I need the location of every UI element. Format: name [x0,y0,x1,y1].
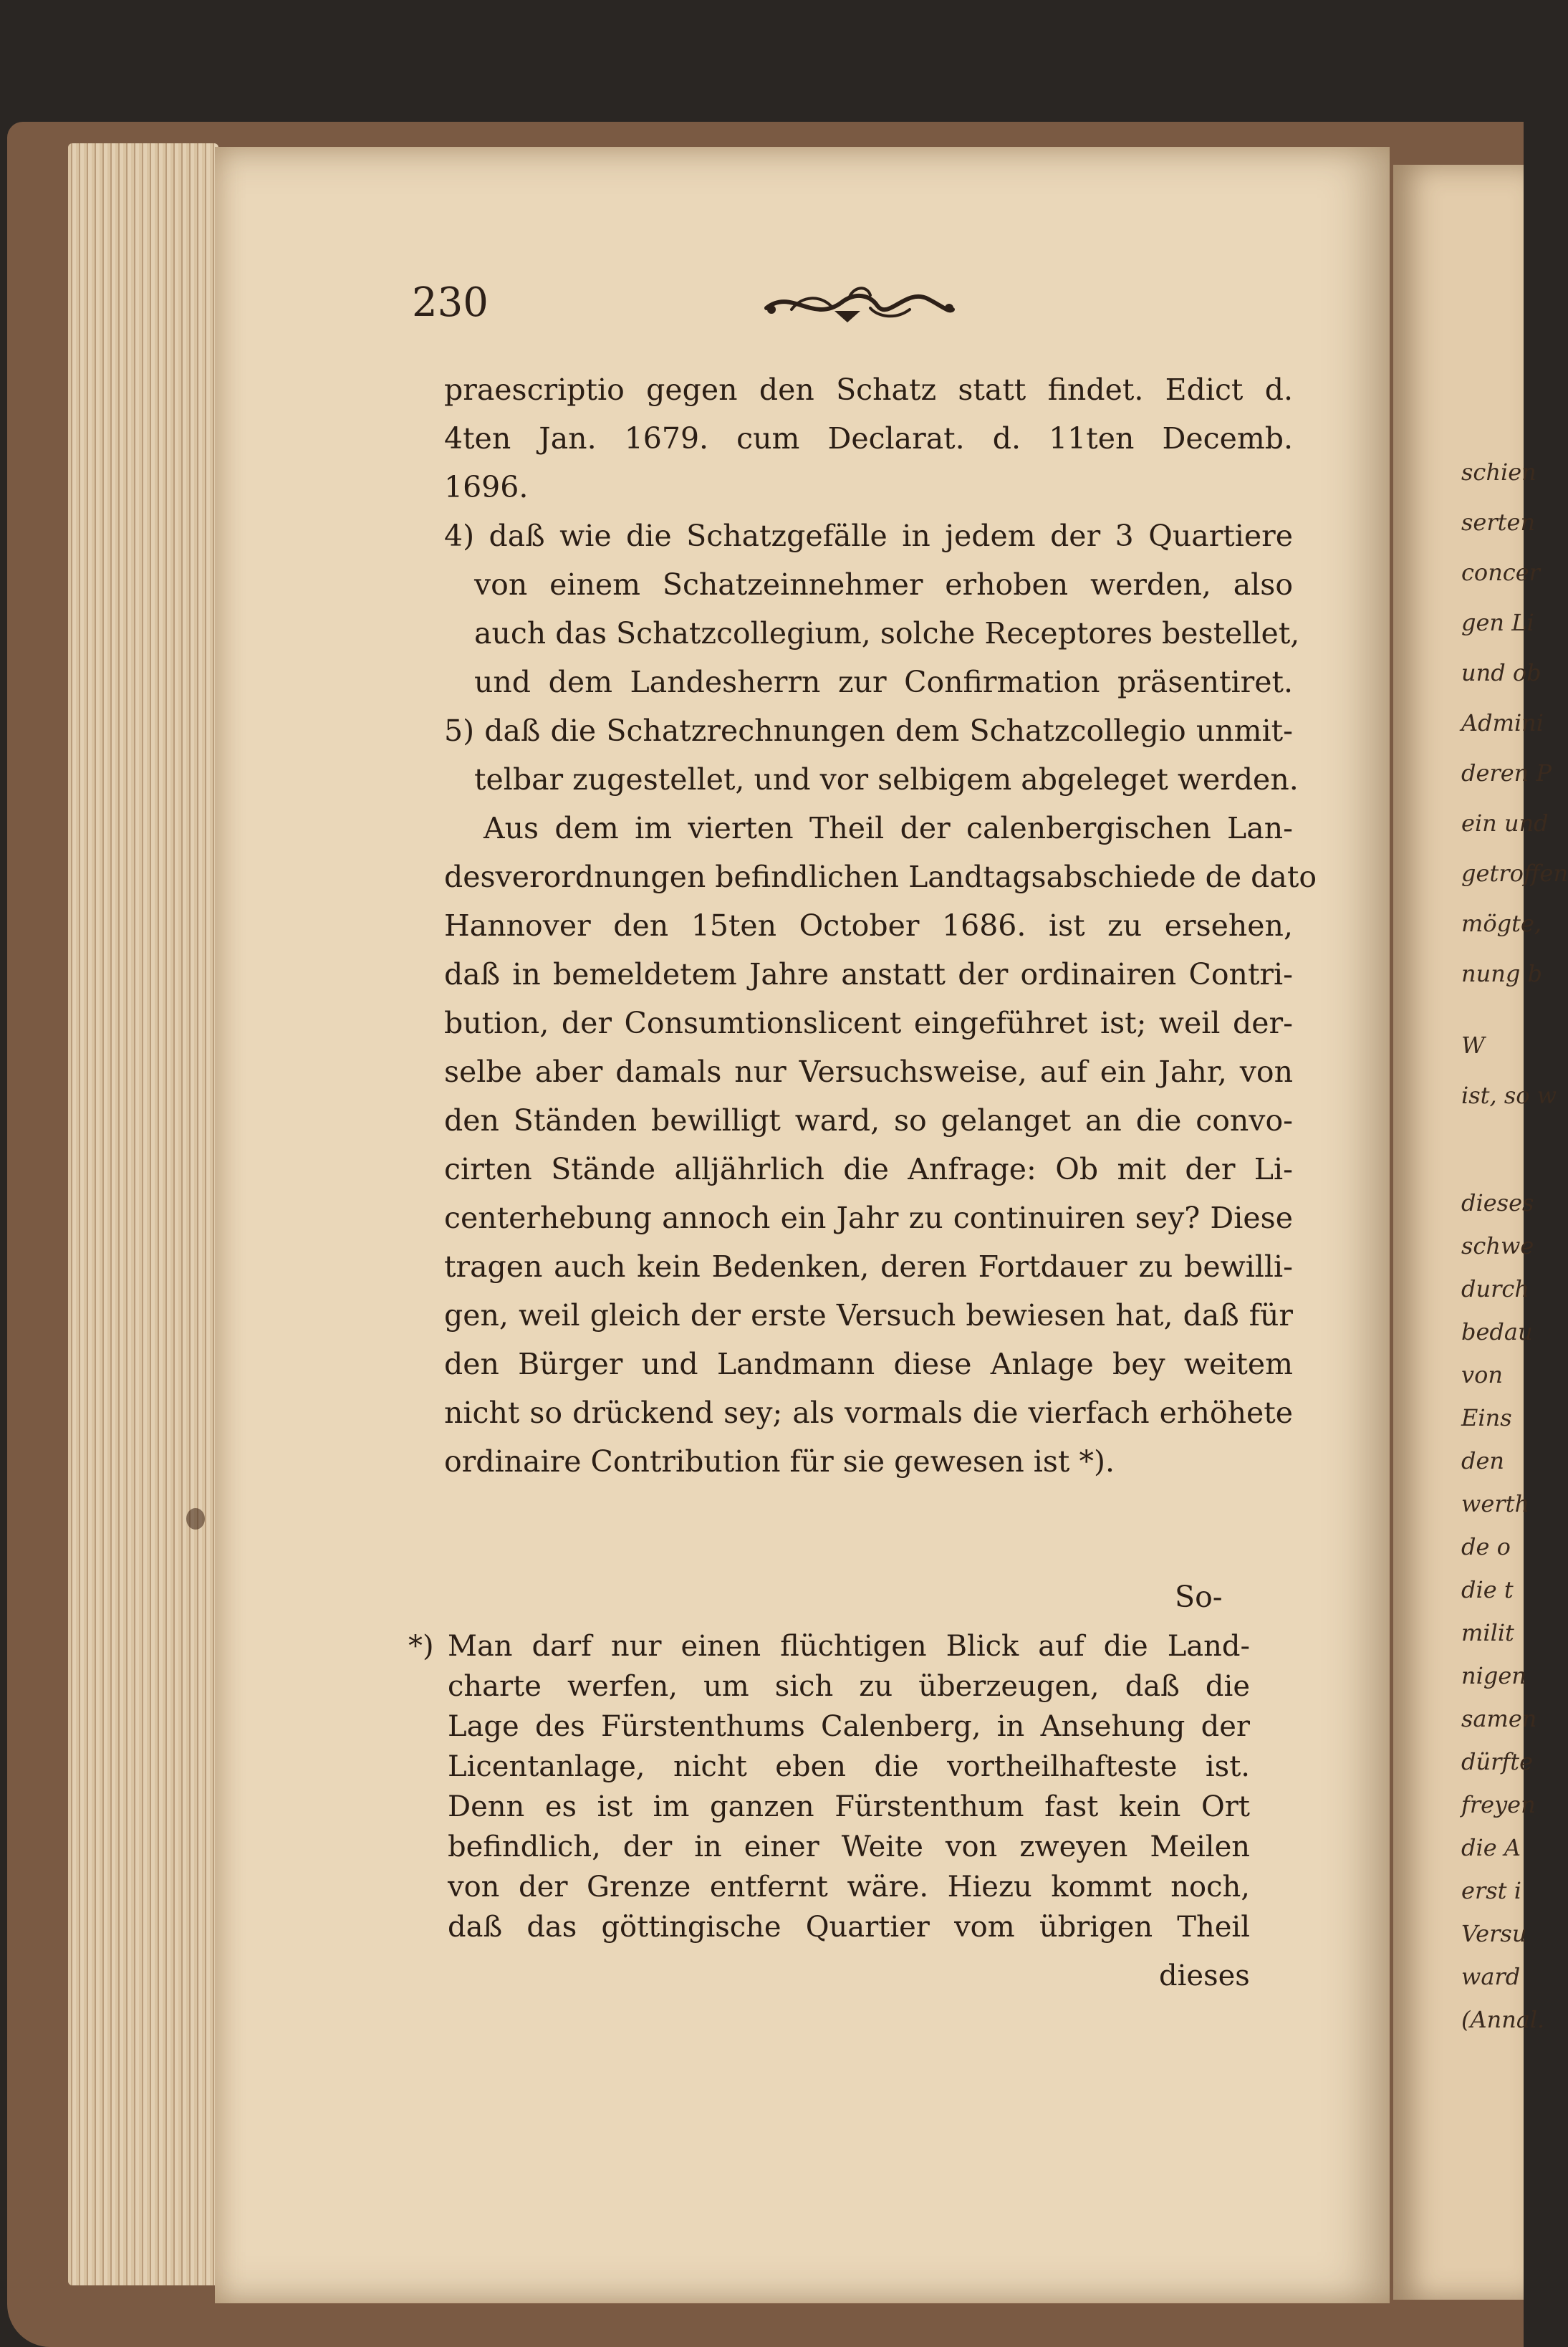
text-line: desverordnungen befindlichen Landtagsabschiede de dato [444,860,1317,894]
right-page-word: Eins [1461,1404,1512,1431]
text-line: selbe aber damals nur Versuchsweise, auf ein Jahr, von [444,1055,1293,1089]
page-number: 230 [412,279,489,326]
text-line: 4) daß wie die Schatzgefälle in jedem der 3 Quartiere [444,519,1293,553]
text-line: bution, der Consumtionslicent eingeführet ist; weil der- [444,1006,1293,1040]
text-line: Hannover den 15ten October 1686. ist zu ersehen, [444,908,1293,943]
text-line: ordinaire Contribution für sie gewesen ist *). [444,1444,1115,1479]
right-page-word: Versu [1461,1920,1527,1947]
right-page-word: freyen [1461,1791,1536,1818]
right-page-word: den [1461,1447,1505,1474]
right-page-word: die t [1461,1576,1514,1603]
text-line: cirten Stände alljährlich die Anfrage: Ob mit der Li- [444,1152,1293,1186]
text-line: gen, weil gleich der erste Versuch bewiesen hat, daß für [444,1298,1293,1333]
right-page-word: dieses [1461,1189,1534,1216]
flourish-ornament-icon [763,281,956,331]
right-page-word: schien [1461,459,1536,486]
right-page-word: nigen [1461,1662,1526,1689]
right-page-word: ein und [1461,810,1549,837]
text-line: centerhebung annoch ein Jahr zu continuiren sey? Diese [444,1201,1293,1235]
catchword: So- [1175,1580,1223,1614]
right-page-word: concer [1461,559,1540,586]
text-line: den Ständen bewilligt ward, so gelanget an die convo- [444,1103,1293,1138]
right-page-word: die A [1461,1834,1521,1861]
page-edges [68,143,218,2285]
right-page-word: ward [1461,1963,1521,1990]
right-page-word: samen [1461,1705,1537,1732]
right-page-word: milit [1461,1619,1514,1646]
text-line: 1696. [444,470,529,504]
text-line: tragen auch kein Bedenken, deren Fortdauer zu bewilli- [444,1249,1293,1284]
text-line: auch das Schatzcollegium, solche Receptores bestellet, [474,616,1300,651]
footnote-line: Man darf nur einen flüchtigen Blick auf die Land- [448,1630,1250,1663]
right-page-word: de o [1461,1533,1511,1560]
right-page-word: dürfte [1461,1748,1534,1775]
right-page-word: erst i [1461,1877,1521,1904]
footnote-marker: *) [408,1630,434,1663]
text-line: 4ten Jan. 1679. cum Declarat. d. 11ten Decemb. [444,421,1293,456]
text-line: 5) daß die Schatzrechnungen dem Schatzcollegio unmit- [444,714,1293,748]
text-line: telbar zugestellet, und vor selbigem abgeleget werden. [474,762,1299,797]
right-page-word: werth [1461,1490,1530,1517]
main-text-block [444,365,1317,1486]
right-page-word: deren P [1461,759,1552,787]
footnote-line: Denn es ist im ganzen Fürstenthum fast kein Ort [448,1790,1250,1823]
right-page-word: getroffen [1461,860,1568,887]
right-page-word: mögte, [1461,910,1542,937]
text-line: praescriptio gegen den Schatz statt findet. Edict d. [444,373,1293,407]
right-page-word: (Annal. [1461,2006,1545,2033]
right-page-word: Admini [1461,709,1544,736]
right-page-word: serten [1461,509,1536,536]
right-page-word: bedau [1461,1318,1533,1345]
right-page-word: schwe [1461,1232,1534,1259]
right-page-word: und ob [1461,659,1541,686]
foxing-stain [186,1508,205,1530]
text-line: und dem Landesherrn zur Confirmation präsentiret. [474,665,1293,699]
text-line: den Bürger und Landmann diese Anlage bey weitem [444,1347,1293,1381]
right-page-word: gen Li [1461,609,1534,636]
text-line: daß in bemeldetem Jahre anstatt der ordinairen Contri- [444,957,1293,992]
footnote-line: von der Grenze entfernt wäre. Hiezu kommt noch, [448,1871,1250,1904]
footnote-line: befindlich, der in einer Weite von zweyen Meilen [448,1830,1250,1863]
text-line: nicht so drückend sey; als vormals die vierfach erhöhete [444,1396,1293,1430]
right-page-word: nung b [1461,960,1542,987]
footnote [408,1626,1250,1947]
right-page-word: W [1461,1032,1485,1059]
right-page-word: ist, so w [1461,1082,1557,1109]
footnote-line: Licentanlage, nicht eben die vortheilhafteste ist. [448,1750,1250,1783]
footnote-line: charte werfen, um sich zu überzeugen, daß die [448,1670,1250,1703]
text-line: von einem Schatzeinnehmer erhoben werden, also [474,567,1293,602]
text-line: Aus dem im vierten Theil der calenbergischen Lan- [484,811,1293,845]
right-page-word: durch [1461,1275,1529,1302]
footnote-line: Lage des Fürstenthums Calenberg, in Ansehung der [448,1710,1250,1743]
right-page-word: von [1461,1361,1503,1388]
footnote-catchword: dieses [1159,1959,1250,1992]
footnote-line: daß das göttingische Quartier vom übrigen Theil [448,1911,1250,1944]
